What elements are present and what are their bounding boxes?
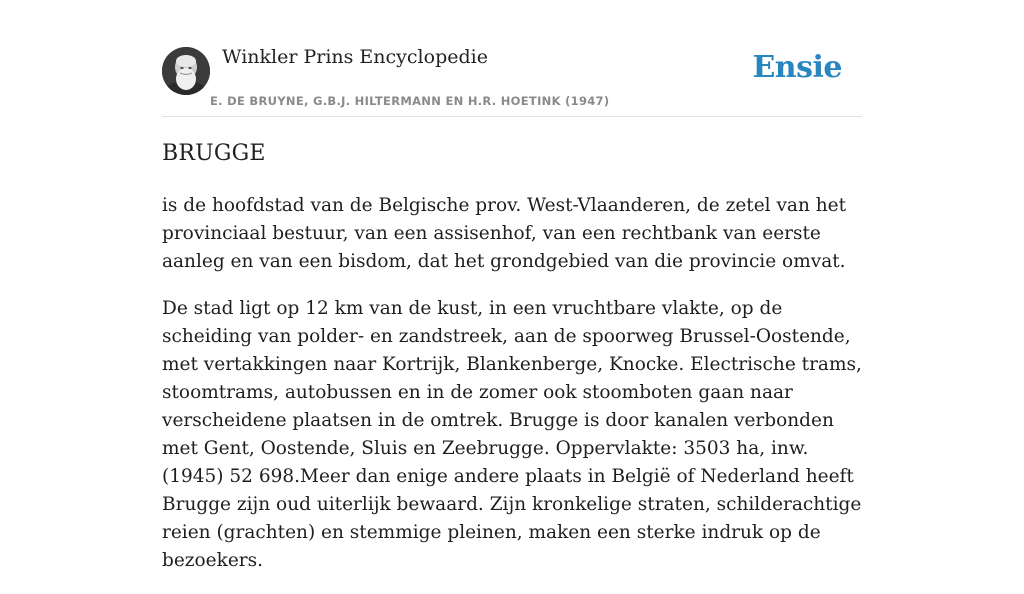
- article-paragraph: is de hoofdstad van de Belgische prov. West-Vlaanderen, de zetel van het provinciaal bestuur, van een assisenhof, van een rechtbank van eerste aanleg en van een bisdom, dat het grondgebied van die provincie omvat.: [162, 195, 847, 272]
- publication-title[interactable]: Winkler Prins Encyclopedie: [222, 46, 488, 68]
- article-body: [162, 192, 862, 594]
- header: [162, 0, 862, 117]
- brand-logo[interactable]: Ensie: [752, 50, 842, 85]
- article-title: BRUGGE: [162, 141, 266, 166]
- authors-line: E. DE BRUYNE, G.B.J. HILTERMANN EN H.R. HOETINK (1947): [210, 94, 610, 108]
- article-paragraph: De stad ligt op 12 km van de kust, in een vruchtbare vlakte, op de scheiding van polder- en zandstreek, aan de spoorweg Brussel-Oostende, met vertakkingen naar Kortrijk, Blankenberge, Knocke. Electrische trams, stoomtrams, autobussen en in de zomer ook stoomboten gaan naar verscheidene plaatsen in de omtrek. Brugge is door kanalen verbonden met Gent, Oostende, Sluis en Zeebrugge. Oppervlakte: 3503 ha, inw. (1945) 52 698.Meer dan enige andere plaats in België of Nederland heeft Brugge zijn oud uiterlijk bewaard. Zijn kronkelige straten, schilderachtige reien (grachten) en stemmige pleinen, maken een sterke indruk op de bezoekers.: [162, 298, 862, 571]
- page: [162, 0, 862, 571]
- bearded-man-portrait-icon: [162, 47, 210, 95]
- author-avatar[interactable]: [162, 47, 210, 95]
